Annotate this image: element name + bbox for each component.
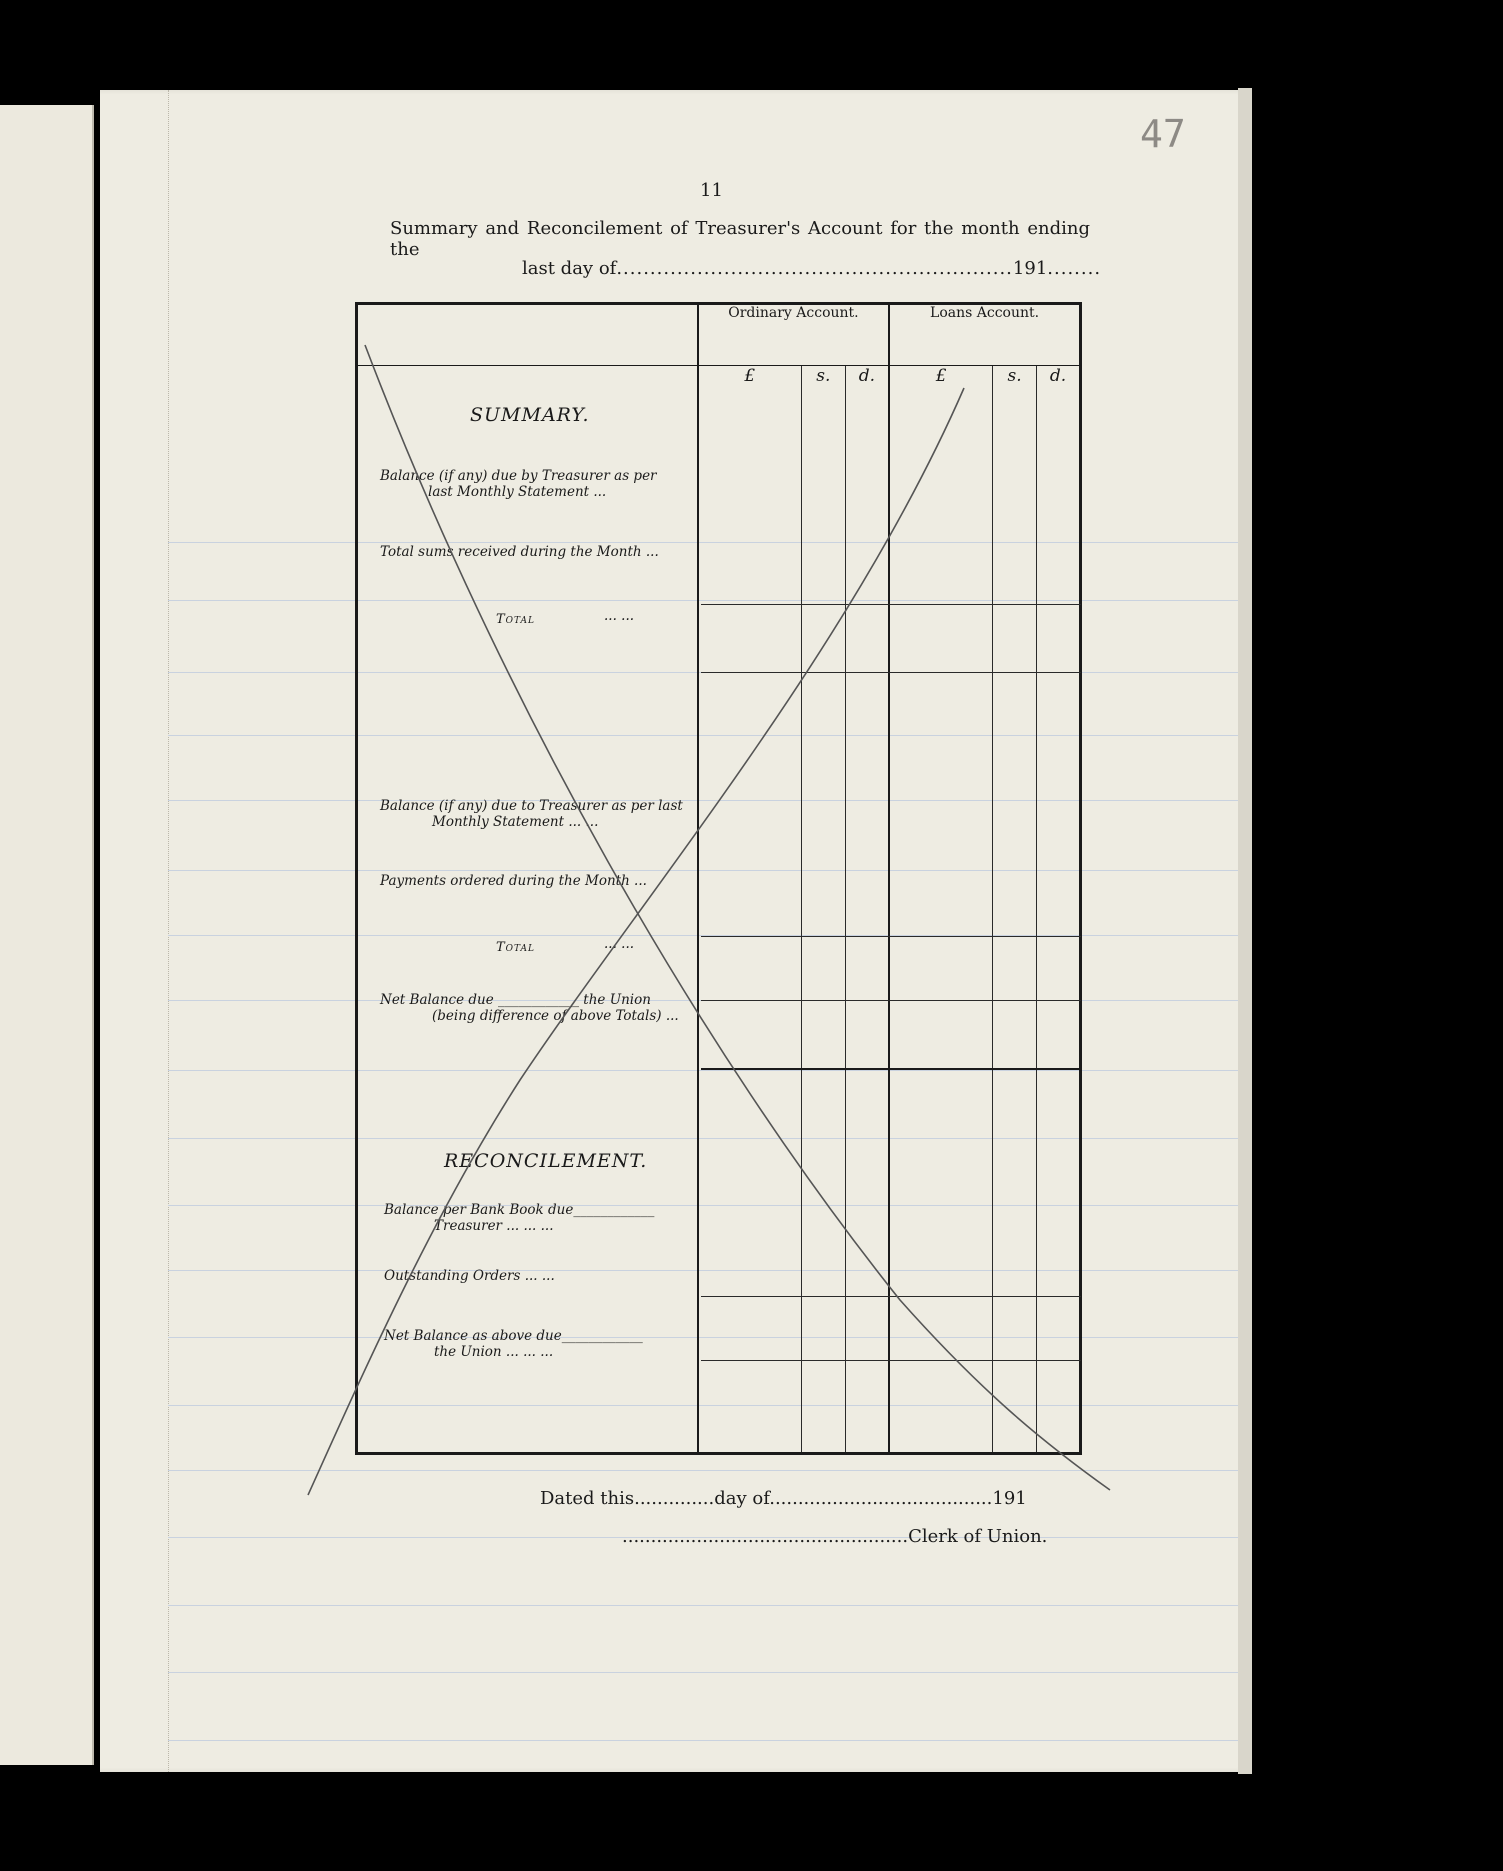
subtitle-year: 191 [1012, 258, 1048, 279]
adjacent-page [0, 105, 94, 1765]
total-label-1: Total [496, 612, 536, 627]
amount-rule [701, 672, 1081, 673]
net-balance-label-2: (being difference of above Totals) ... [432, 1008, 679, 1024]
unit-pounds-ordinary: £ [744, 366, 756, 386]
loans-pence-column [1037, 414, 1081, 1454]
ordinary-pence-column [845, 414, 889, 1454]
amount-rule [701, 1000, 1081, 1001]
page-edge [1238, 88, 1252, 1774]
payments-ordered-label: Payments ordered during the Month ... [380, 873, 647, 889]
loans-account-header: Loans Account. [889, 304, 1080, 366]
net-balance-above-label-1: Net Balance as above due____________ [384, 1328, 643, 1344]
loans-pounds-column [889, 414, 993, 1454]
total-received-label: Total sums received during the Month ... [380, 544, 659, 560]
net-balance-above-label-2: the Union ... ... ... [434, 1344, 554, 1360]
ordinary-account-header: Ordinary Account. [698, 304, 889, 366]
binding-edge [168, 90, 173, 1772]
page-number: 11 [700, 180, 723, 201]
bank-book-label-2: Treasurer ... ... ... [434, 1218, 554, 1234]
ordinary-shillings-column [801, 414, 845, 1454]
amount-rule [701, 1296, 1081, 1297]
subtitle-prefix: last day of [522, 258, 617, 279]
description-column [357, 366, 698, 1454]
outstanding-orders-label: Outstanding Orders ... ... [384, 1268, 555, 1284]
total-dots-2: ... ... [604, 936, 635, 952]
balance-due-to-label-1: Balance (if any) due to Treasurer as per last [380, 798, 683, 814]
amount-rule [701, 604, 1081, 605]
amount-rule [701, 936, 1081, 937]
amount-rule [701, 1360, 1081, 1361]
account-table [355, 302, 1082, 1455]
unit-pounds-loans: £ [889, 366, 993, 415]
folio-number: 47 [1140, 112, 1186, 156]
total-label-2: Total [496, 940, 536, 955]
unit-pence-ordinary: d. [845, 366, 889, 415]
amount-rule-bold [701, 1068, 1081, 1070]
clerk-signature-line: ..................................................Clerk of Union. [622, 1526, 1048, 1547]
bank-book-label-1: Balance per Bank Book due____________ [384, 1202, 655, 1218]
page-title: Summary and Reconcilement of Treasurer's Account for the month ending the [390, 218, 1090, 260]
balance-due-to-label-2: Monthly Statement ... ... [432, 814, 599, 830]
subtitle-dots: ........................................................... [616, 258, 1013, 279]
ordinary-pounds-column [698, 414, 802, 1454]
summary-heading: SUMMARY. [470, 404, 590, 426]
balance-due-by-label-2: last Monthly Statement ... [428, 484, 607, 500]
unit-shillings-ordinary: s. [801, 366, 845, 415]
unit-shillings-loans: s. [993, 366, 1037, 415]
unit-pence-loans: d. [1037, 366, 1081, 415]
loans-shillings-column [993, 414, 1037, 1454]
balance-due-by-label-1: Balance (if any) due by Treasurer as per [380, 468, 657, 484]
dated-line: Dated this..............day of.......................................191 [540, 1488, 1027, 1509]
subtitle-dots-end: ........ [1047, 258, 1102, 279]
total-dots-1: ... ... [604, 608, 635, 624]
page-subtitle [522, 258, 1101, 279]
net-balance-label-1: Net Balance due ____________ the Union [380, 992, 651, 1008]
reconcilement-heading: RECONCILEMENT. [444, 1150, 648, 1172]
